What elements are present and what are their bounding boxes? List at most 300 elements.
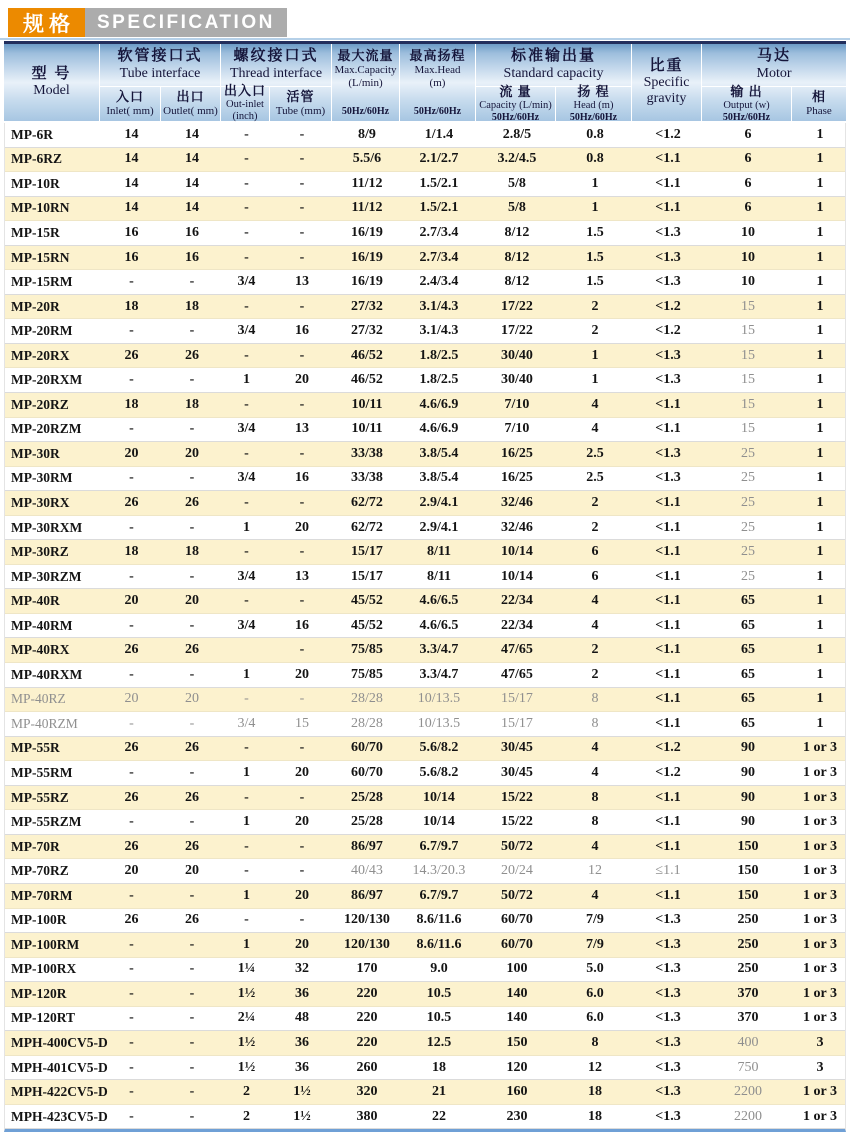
cell-outlet_mm: - — [189, 323, 195, 339]
cell-outlet_mm: - — [189, 936, 195, 952]
cell-phase: 1 — [816, 445, 824, 461]
cell-std_capacity_l_min: 140 — [506, 1010, 528, 1026]
table-row — [5, 491, 845, 516]
cell-max_head_m: 22 — [432, 1108, 446, 1124]
cell-model: MP-30RZ — [11, 544, 69, 560]
header-thread-interface — [221, 44, 332, 86]
header-max-capacity-freq: 50Hz/60Hz — [341, 105, 390, 117]
cell-inlet_mm: - — [129, 1035, 134, 1050]
cell-out_inlet_inch: 1½ — [237, 985, 256, 1001]
cell-output_w: 15 — [741, 396, 755, 412]
cell-specific_gravity: <1.3 — [655, 985, 681, 1001]
table-row — [5, 761, 845, 786]
cell-std_head_m: 1 — [591, 175, 599, 191]
cell-out_inlet_inch: 1 — [243, 936, 250, 952]
cell-outlet_mm: 16 — [185, 224, 199, 240]
cell-outlet_mm: - — [189, 1010, 195, 1026]
cell-std_capacity_l_min: 32/46 — [501, 519, 533, 535]
cell-max_head_m: 8/11 — [426, 568, 452, 584]
cell-out_inlet_inch: - — [244, 175, 249, 191]
cell-model: MP-55RZM — [11, 814, 82, 830]
cell-tube_mm: - — [299, 200, 305, 216]
cell-out_inlet_inch: 3/4 — [237, 274, 256, 290]
cell-out_inlet_inch: 2¼ — [237, 1010, 256, 1026]
cell-model: MP-30R — [11, 445, 60, 461]
cell-max_capacity_l_min: 260 — [356, 1059, 378, 1075]
header-specific-gravity-zh: 比重 — [649, 57, 684, 74]
cell-model: MPH-400CV5-D — [11, 1035, 108, 1050]
cell-max_capacity_l_min: 75/85 — [351, 642, 383, 658]
cell-model: MP-120R — [11, 985, 67, 1001]
cell-out_inlet_inch: 1 — [243, 666, 250, 682]
cell-outlet_mm: 26 — [185, 347, 199, 363]
cell-model: MP-40RZM — [11, 715, 78, 731]
header-specific-gravity — [632, 44, 702, 121]
cell-max_head_m: 10.5 — [426, 1010, 452, 1026]
cell-output_w: 25 — [741, 494, 755, 510]
cell-inlet_mm: - — [129, 519, 134, 535]
cell-outlet_mm: - — [189, 470, 195, 486]
cell-max_head_m: 2.7/3.4 — [419, 249, 459, 265]
cell-out_inlet_inch: - — [244, 544, 249, 560]
cell-tube_mm: 20 — [295, 887, 309, 903]
cell-output_w: 90 — [741, 814, 755, 830]
cell-out_inlet_inch: - — [244, 249, 249, 265]
cell-std_head_m: 4 — [591, 617, 599, 633]
cell-inlet_mm: 20 — [124, 593, 139, 609]
cell-out_inlet_inch: - — [244, 126, 249, 142]
cell-std_head_m: 4 — [591, 887, 599, 903]
cell-max_capacity_l_min: 60/70 — [351, 764, 383, 780]
cell-max_capacity_l_min: 62/72 — [351, 519, 383, 535]
cell-model: MP-40RX — [11, 642, 70, 658]
cell-max_capacity_l_min: 62/72 — [351, 494, 383, 510]
cell-tube_mm: 16 — [295, 470, 309, 486]
cell-inlet_mm: - — [129, 1108, 134, 1124]
cell-output_w: 6 — [744, 200, 752, 216]
cell-inlet_mm: 26 — [124, 347, 139, 363]
cell-phase: 1 — [816, 200, 824, 216]
cell-specific_gravity: <1.1 — [655, 642, 681, 658]
cell-inlet_mm: 26 — [124, 642, 139, 658]
page-title — [8, 8, 287, 37]
cell-model: MP-70RZ — [11, 863, 69, 879]
cell-std_head_m: 6 — [591, 544, 599, 560]
cell-output_w: 370 — [737, 985, 759, 1001]
cell-output_w: 65 — [741, 691, 755, 707]
cell-std_head_m: 1 — [591, 347, 599, 363]
cell-std_capacity_l_min: 5/8 — [508, 175, 526, 191]
table-row — [5, 221, 845, 246]
cell-std_head_m: 2 — [591, 666, 599, 682]
cell-outlet_mm: - — [189, 985, 195, 1001]
cell-phase: 1 or 3 — [803, 1010, 837, 1026]
cell-specific_gravity: <1.2 — [655, 126, 681, 142]
cell-outlet_mm: - — [189, 372, 195, 388]
header-tube-en: Tube (mm) — [275, 105, 326, 118]
table-row — [5, 835, 845, 860]
cell-std_head_m: 4 — [591, 838, 599, 854]
cell-model: MP-40R — [11, 593, 60, 609]
cell-max_head_m: 6.7/9.7 — [419, 838, 459, 854]
cell-std_capacity_l_min: 50/72 — [501, 838, 533, 854]
cell-std_capacity_l_min: 100 — [506, 961, 528, 977]
cell-tube_mm: 20 — [295, 372, 309, 388]
cell-std_head_m: 2 — [591, 494, 599, 510]
cell-inlet_mm: - — [129, 1059, 134, 1075]
header-tube — [270, 86, 332, 121]
cell-inlet_mm: 14 — [124, 151, 139, 167]
cell-model: MP-30RX — [11, 494, 70, 510]
cell-std_capacity_l_min: 17/22 — [501, 323, 533, 339]
cell-std_head_m: 6.0 — [586, 985, 604, 1001]
cell-model: MPH-422CV5-D — [11, 1084, 108, 1100]
cell-phase: 1 — [816, 421, 824, 437]
cell-phase: 1 — [816, 666, 824, 682]
cell-phase: 1 — [816, 494, 824, 510]
cell-std_capacity_l_min: 10/14 — [501, 544, 533, 560]
cell-max_head_m: 3.1/4.3 — [419, 298, 459, 314]
cell-max_capacity_l_min: 45/52 — [351, 617, 383, 633]
cell-output_w: 150 — [737, 887, 759, 903]
cell-phase: 1 or 3 — [803, 740, 837, 756]
cell-max_capacity_l_min: 220 — [356, 1035, 378, 1050]
cell-out_inlet_inch: 2 — [243, 1108, 250, 1124]
cell-std_capacity_l_min: 16/25 — [501, 470, 533, 486]
cell-out_inlet_inch: 1 — [243, 519, 250, 535]
cell-outlet_mm: 26 — [185, 789, 199, 805]
cell-phase: 3 — [816, 1059, 824, 1075]
cell-inlet_mm: 20 — [124, 691, 139, 707]
cell-out_inlet_inch: - — [244, 863, 249, 879]
header-specific-gravity-en: Specific gravity — [643, 75, 690, 107]
cell-inlet_mm: - — [129, 961, 134, 977]
header-outlet-en: Outlet( mm) — [163, 105, 218, 118]
header-out-inlet — [221, 83, 270, 123]
cell-model: MP-30RZM — [11, 568, 82, 584]
cell-tube_mm: 16 — [295, 323, 309, 339]
header-capacity-freq: 50Hz/60Hz — [491, 111, 540, 123]
cell-specific_gravity: <1.1 — [655, 421, 681, 437]
cell-out_inlet_inch: 3/4 — [237, 323, 256, 339]
cell-phase: 1 or 3 — [803, 863, 837, 879]
cell-specific_gravity: <1.3 — [655, 1108, 681, 1124]
cell-phase: 1 — [816, 396, 824, 412]
cell-tube_mm: - — [299, 838, 305, 854]
cell-out_inlet_inch: 3/4 — [237, 617, 256, 633]
cell-tube_mm: - — [299, 151, 305, 167]
header-model — [4, 44, 100, 121]
cell-phase: 1 or 3 — [803, 936, 837, 952]
cell-max_head_m: 10/14 — [423, 814, 455, 830]
table-row — [5, 1105, 845, 1130]
cell-max_capacity_l_min: 320 — [356, 1084, 378, 1100]
cell-inlet_mm: - — [129, 1010, 134, 1026]
cell-specific_gravity: <1.1 — [655, 519, 681, 535]
cell-specific_gravity: <1.3 — [655, 347, 681, 363]
cell-max_capacity_l_min: 33/38 — [351, 470, 383, 486]
cell-max_capacity_l_min: 27/32 — [351, 298, 383, 314]
cell-std_capacity_l_min: 150 — [506, 1035, 528, 1050]
cell-max_head_m: 2.9/4.1 — [419, 519, 459, 535]
cell-model: MP-20RZ — [11, 396, 69, 412]
cell-std_head_m: 1.5 — [586, 274, 604, 290]
cell-output_w: 65 — [741, 617, 755, 633]
cell-out_inlet_inch: 1 — [243, 764, 250, 780]
cell-output_w: 65 — [741, 593, 755, 609]
header-tube-interface-zh: 软管接口式 — [117, 48, 203, 65]
cell-model: MP-40RZ — [11, 691, 66, 707]
cell-max_capacity_l_min: 45/52 — [351, 593, 383, 609]
cell-std_head_m: 4 — [591, 396, 599, 412]
cell-output_w: 2200 — [734, 1108, 762, 1124]
cell-std_head_m: 2 — [591, 642, 599, 658]
cell-outlet_mm: 14 — [185, 175, 199, 191]
table-row — [5, 368, 845, 393]
table-row — [5, 614, 845, 639]
cell-out_inlet_inch: 1 — [243, 372, 250, 388]
cell-phase: 1 — [816, 470, 824, 486]
cell-output_w: 25 — [741, 445, 755, 461]
cell-max_capacity_l_min: 10/11 — [351, 396, 383, 412]
cell-phase: 1 or 3 — [803, 985, 837, 1001]
header-head-freq: 50Hz/60Hz — [569, 111, 618, 123]
cell-specific_gravity: <1.1 — [655, 494, 681, 510]
header-head-en: Head (m) — [573, 99, 614, 111]
cell-phase: 1 — [816, 126, 824, 142]
cell-std_head_m: 1 — [591, 372, 599, 388]
cell-max_capacity_l_min: 40/43 — [351, 863, 383, 879]
cell-outlet_mm: - — [189, 617, 195, 633]
cell-model: MP-100R — [11, 912, 67, 928]
cell-max_capacity_l_min: 220 — [356, 985, 378, 1001]
cell-std_head_m: 0.8 — [586, 126, 604, 142]
cell-phase: 1 — [816, 323, 824, 339]
table-row — [5, 663, 845, 688]
cell-model: MP-10R — [11, 175, 60, 191]
cell-tube_mm: - — [299, 224, 305, 240]
table-row — [5, 982, 845, 1007]
cell-max_capacity_l_min: 170 — [356, 961, 378, 977]
cell-output_w: 2200 — [734, 1084, 762, 1100]
cell-outlet_mm: 18 — [185, 298, 199, 314]
cell-max_capacity_l_min: 15/17 — [351, 568, 383, 584]
cell-inlet_mm: 14 — [124, 200, 139, 216]
cell-std_capacity_l_min: 8/12 — [504, 249, 530, 265]
cell-outlet_mm: - — [189, 764, 195, 780]
cell-model: MP-100RX — [11, 961, 77, 977]
header-motor — [702, 44, 846, 86]
cell-outlet_mm: 18 — [185, 544, 199, 560]
cell-std_head_m: 18 — [588, 1084, 602, 1100]
cell-inlet_mm: 26 — [124, 494, 139, 510]
cell-specific_gravity: <1.1 — [655, 715, 681, 731]
cell-output_w: 6 — [744, 151, 752, 167]
header-motor-en: Motor — [756, 65, 792, 81]
cell-model: MP-30RM — [11, 470, 73, 486]
cell-output_w: 65 — [741, 666, 755, 682]
cell-std_head_m: 18 — [588, 1108, 602, 1124]
cell-max_capacity_l_min: 25/28 — [351, 789, 383, 805]
cell-std_capacity_l_min: 7/10 — [504, 396, 530, 412]
table-row — [5, 1007, 845, 1032]
cell-outlet_mm: 26 — [185, 740, 199, 756]
cell-max_capacity_l_min: 28/28 — [351, 691, 383, 707]
cell-output_w: 10 — [741, 249, 755, 265]
cell-specific_gravity: <1.1 — [655, 151, 681, 167]
cell-specific_gravity: <1.3 — [655, 224, 681, 240]
cell-phase: 1 — [816, 372, 824, 388]
cell-model: MP-55R — [11, 740, 60, 756]
header-head — [556, 83, 632, 123]
cell-tube_mm: - — [299, 691, 305, 707]
cell-tube_mm: 1½ — [293, 1108, 311, 1124]
cell-output_w: 25 — [741, 568, 755, 584]
header-max-head-freq: 50Hz/60Hz — [413, 105, 462, 117]
cell-outlet_mm: 26 — [185, 642, 199, 658]
cell-output_w: 150 — [737, 838, 759, 854]
cell-max_capacity_l_min: 46/52 — [351, 347, 383, 363]
table-row — [5, 859, 845, 884]
cell-max_head_m: 2.1/2.7 — [419, 151, 459, 167]
cell-output_w: 25 — [741, 470, 755, 486]
cell-out_inlet_inch: 3/4 — [237, 421, 256, 437]
cell-max_capacity_l_min: 16/19 — [351, 274, 383, 290]
cell-tube_mm: 20 — [295, 519, 309, 535]
cell-inlet_mm: - — [129, 617, 134, 633]
cell-tube_mm: 36 — [295, 1035, 309, 1050]
header-inlet — [100, 86, 161, 121]
cell-max_capacity_l_min: 25/28 — [351, 814, 383, 830]
cell-std_head_m: 7/9 — [586, 936, 604, 952]
cell-model: MP-6RZ — [11, 151, 62, 167]
cell-inlet_mm: - — [129, 715, 134, 731]
table-row — [5, 712, 845, 737]
cell-max_capacity_l_min: 86/97 — [351, 838, 383, 854]
cell-std_head_m: 2 — [591, 519, 599, 535]
cell-model: MP-55RZ — [11, 789, 69, 805]
cell-phase: 1 or 3 — [803, 838, 837, 854]
cell-specific_gravity: <1.3 — [655, 1010, 681, 1026]
cell-max_capacity_l_min: 33/38 — [351, 445, 383, 461]
cell-tube_mm: - — [299, 863, 305, 879]
cell-phase: 3 — [816, 1035, 824, 1050]
cell-specific_gravity: <1.3 — [655, 936, 681, 952]
cell-model: MP-100RM — [11, 936, 80, 952]
cell-outlet_mm: - — [189, 715, 195, 731]
cell-model: MP-70RM — [11, 887, 73, 903]
cell-outlet_mm: - — [189, 421, 195, 437]
cell-output_w: 750 — [737, 1059, 759, 1075]
cell-specific_gravity: <1.1 — [655, 789, 681, 805]
cell-model: MP-55RM — [11, 764, 73, 780]
cell-phase: 1 — [816, 298, 824, 314]
cell-max_head_m: 3.1/4.3 — [419, 323, 459, 339]
cell-outlet_mm: - — [189, 814, 195, 830]
cell-specific_gravity: <1.1 — [655, 838, 681, 854]
cell-max_head_m: 9.0 — [430, 961, 448, 977]
cell-tube_mm: - — [299, 789, 305, 805]
cell-std_capacity_l_min: 20/24 — [501, 863, 533, 879]
cell-max_capacity_l_min: 28/28 — [351, 715, 383, 731]
cell-output_w: 65 — [741, 715, 755, 731]
cell-out_inlet_inch: - — [244, 347, 249, 363]
cell-outlet_mm: 18 — [185, 396, 199, 412]
cell-out_inlet_inch: - — [244, 838, 249, 854]
header-out-inlet-en: Out-inlet — [226, 99, 264, 111]
cell-specific_gravity: <1.3 — [655, 912, 681, 928]
cell-phase: 1 — [816, 249, 824, 265]
cell-output_w: 90 — [741, 789, 755, 805]
cell-max_head_m: 1.5/2.1 — [419, 175, 459, 191]
header-output-zh: 输 出 — [730, 83, 763, 99]
cell-std_head_m: 4 — [591, 593, 599, 609]
cell-out_inlet_inch: - — [244, 396, 249, 412]
cell-inlet_mm: 14 — [124, 126, 139, 142]
header-tube-interface — [100, 44, 221, 86]
cell-output_w: 400 — [737, 1035, 759, 1050]
cell-std_head_m: 2 — [591, 298, 599, 314]
cell-tube_mm: - — [299, 396, 305, 412]
cell-max_head_m: 10/13.5 — [417, 715, 461, 731]
table-header — [4, 41, 846, 123]
cell-inlet_mm: 26 — [124, 912, 139, 928]
cell-max_head_m: 4.6/6.9 — [419, 396, 459, 412]
cell-outlet_mm: 26 — [185, 838, 199, 854]
page-title-zh: 规格 — [8, 8, 85, 37]
header-max-head — [400, 44, 476, 121]
header-max-capacity — [332, 44, 400, 121]
cell-inlet_mm: 18 — [124, 544, 139, 560]
table-row — [5, 540, 845, 565]
cell-std_head_m: 1.5 — [586, 224, 604, 240]
cell-model: MP-40RM — [11, 617, 73, 633]
cell-phase: 1 or 3 — [803, 887, 837, 903]
header-standard-capacity-zh: 标准输出量 — [510, 48, 596, 65]
cell-max_head_m: 4.6/6.5 — [419, 593, 459, 609]
cell-specific_gravity: <1.1 — [655, 814, 681, 830]
cell-inlet_mm: - — [129, 936, 134, 952]
cell-phase: 1 — [816, 151, 824, 167]
cell-phase: 1 — [816, 224, 824, 240]
cell-out_inlet_inch: 3/4 — [237, 715, 256, 731]
cell-out_inlet_inch: - — [244, 912, 249, 928]
table-row — [5, 565, 845, 590]
cell-max_head_m: 4.6/6.5 — [419, 617, 459, 633]
cell-specific_gravity: <1.2 — [655, 323, 681, 339]
cell-max_capacity_l_min: 60/70 — [351, 740, 383, 756]
cell-specific_gravity: <1.2 — [655, 764, 681, 780]
cell-max_capacity_l_min: 10/11 — [351, 421, 383, 437]
cell-outlet_mm: - — [189, 1084, 195, 1100]
cell-std_capacity_l_min: 47/65 — [501, 666, 533, 682]
cell-output_w: 6 — [744, 175, 752, 191]
cell-max_head_m: 2.4/3.4 — [419, 274, 459, 290]
cell-tube_mm: - — [299, 249, 305, 265]
cell-inlet_mm: 26 — [124, 789, 139, 805]
cell-std_capacity_l_min: 60/70 — [501, 912, 533, 928]
cell-inlet_mm: - — [129, 985, 134, 1001]
cell-tube_mm: 20 — [295, 936, 309, 952]
header-out-inlet-zh: 出入口 — [223, 83, 266, 99]
cell-std_capacity_l_min: 47/65 — [501, 642, 533, 658]
cell-max_capacity_l_min: 120/130 — [344, 936, 390, 952]
cell-std_capacity_l_min: 30/40 — [501, 372, 533, 388]
cell-std_capacity_l_min: 22/34 — [501, 617, 533, 633]
header-out-inlet-unit: (inch) — [232, 111, 258, 123]
cell-outlet_mm: 20 — [185, 691, 199, 707]
table-row — [5, 319, 845, 344]
